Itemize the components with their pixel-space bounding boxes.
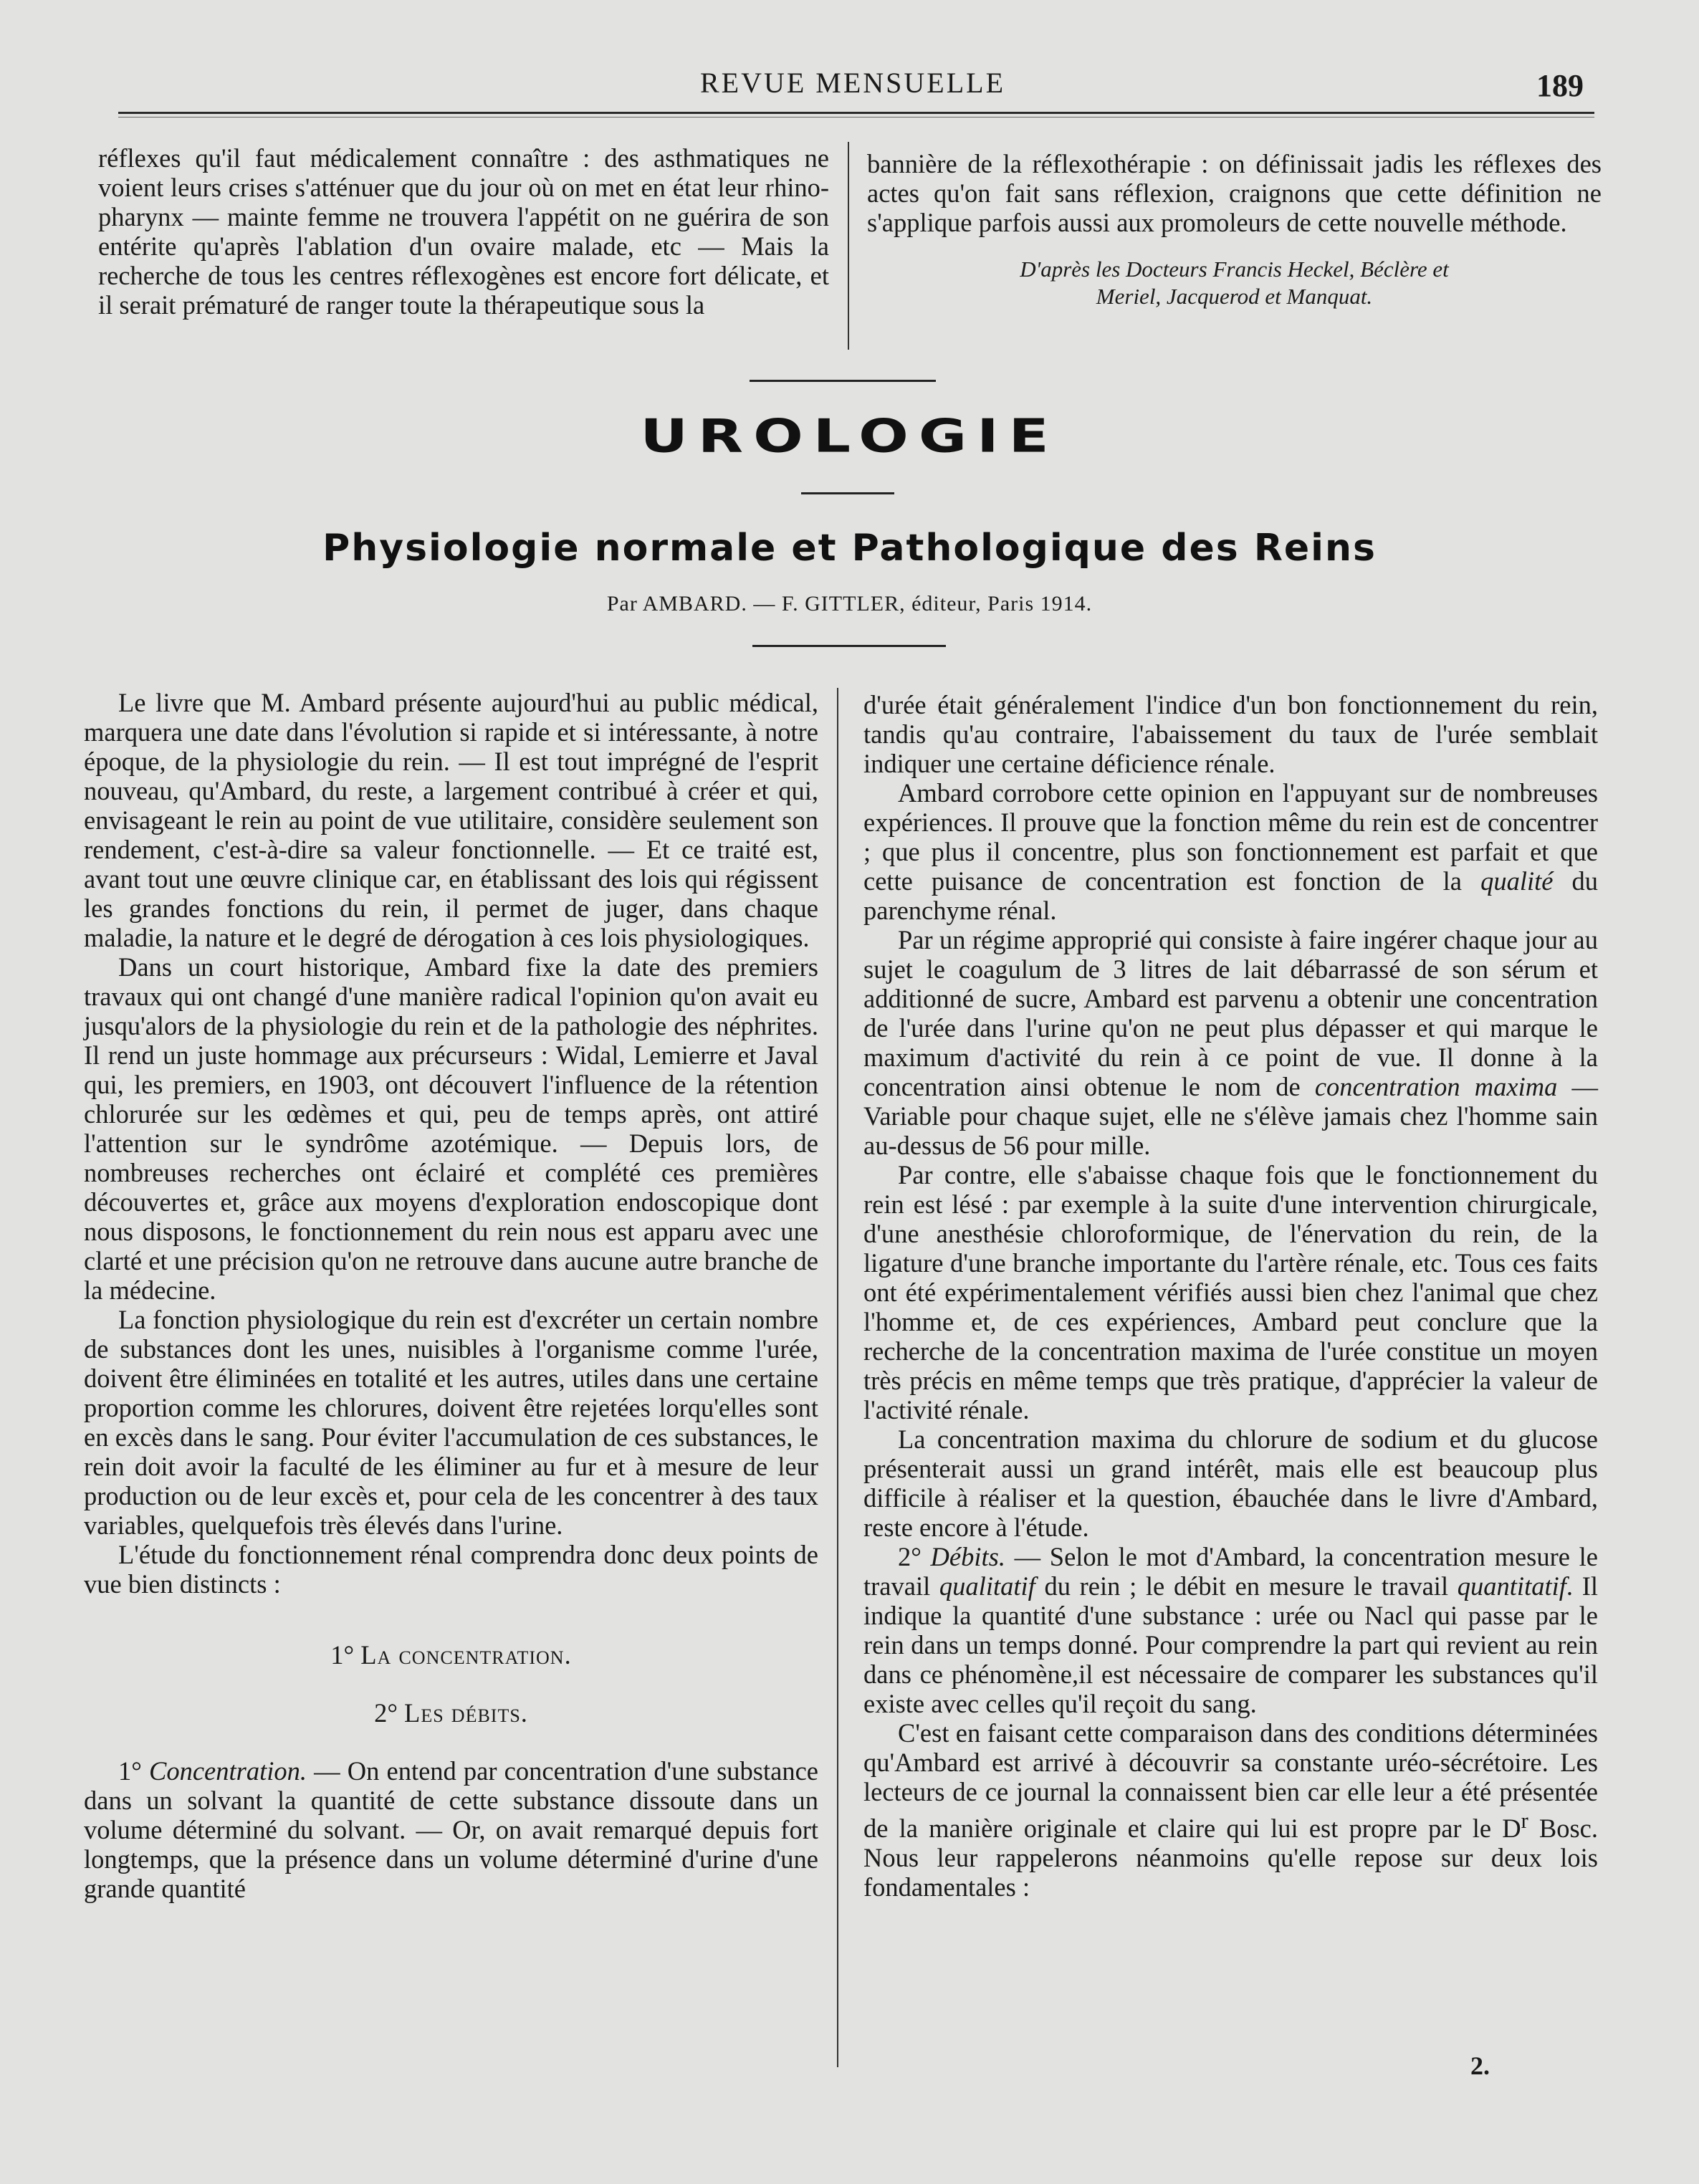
separator-rule-top: [750, 380, 936, 382]
paragraph-text: du parenchyme rénal.: [863, 866, 1599, 925]
main-right-column: [863, 690, 1598, 1902]
emphasis-quantitatif: quantitatif: [1457, 1571, 1566, 1601]
paragraph-concentration: [84, 1756, 818, 1903]
emphasis-concentration-maxima: concentration maxima: [1314, 1072, 1558, 1101]
paragraph-debits: [863, 1542, 1598, 1718]
paragraph: d'urée était généralement l'indice d'un bon fonctionnement du rein, tandis qu'au contraire, l'abaissement du taux de l'urée semblait indiquer une certaine déficience rénale.: [863, 690, 1598, 778]
top-right-column: [867, 149, 1602, 310]
attribution: [867, 256, 1602, 310]
paragraph-text: Ambard corrobore cette opinion en l'appuyant sur de nombreuses expériences. Il prouve que la fonction même du rein est de concentrer ; que plus il concentre, plus son fonctionnement est parfait et que cette puisance de concentration est fonction de la: [863, 778, 1598, 896]
byline: Par AMBARD. — F. GITTLER, éditeur, Paris 1914.: [606, 592, 1093, 616]
attribution-line-2: Meriel, Jacquerod et Manquat.: [1096, 284, 1373, 309]
emphasis-qualitatif: qualitatif: [939, 1571, 1035, 1601]
main-column-divider: [837, 688, 838, 2067]
paragraph: L'étude du fonctionnement rénal comprendra donc deux points de vue bien distincts :: [84, 1540, 818, 1599]
list-item-concentration: [84, 1640, 818, 1670]
section-title: UROLOGIE: [640, 410, 1059, 464]
separator-rule-byline: [752, 645, 946, 647]
paragraph-text: — Variable pour chaque sujet, elle ne s'élève jamais chez l'homme sain au-dessus de 56 pour mille.: [863, 1072, 1599, 1160]
paragraph-text: du rein ; le débit en mesure le travail: [1035, 1571, 1458, 1601]
subheading-number: 2°: [898, 1542, 922, 1571]
paragraph-text: . Il indique la quantité d'une substance : urée ou Nacl qui passe par le rein dans un temps donné. Pour comprendre la part qui revient au rein dans ce phénomène,il est nécessaire de comparer les substances qu'il existe avec celles qu'il reçoit du sang.: [863, 1571, 1598, 1718]
paragraph: Le livre que M. Ambard présente aujourd'hui au public médical, marquera une date dans l'évolution si rapide et si intéressante, à notre époque, de la physiologie du rein. — Il est tout imprégné de l'esprit nouveau, qu'Ambard, du reste, a largement contribué à créer et qui, envisageant le rein au point de vue utilitaire, considère seulement son rendement, c'est-à-dire sa valeur fonctionnelle. — Et ce traité est, avant tout une œuvre clinique car, en établissant des lois qui régissent les grandes fonctions du rein, il permet de juger, dans chaque maladie, la nature et le degré de dérogation à ces lois physiologiques.: [84, 688, 818, 952]
main-left-column: [84, 688, 818, 1903]
list-item-number: 1°: [330, 1640, 355, 1670]
paragraph-text: C'est en faisant cette comparaison dans des conditions déterminées qu'Ambard est arrivé à découvrir sa constante uréo-sécrétoire. Les lecteurs de ce journal la connaissent bien car elle leur a été présentée de la manière originale et claire qui lui est propre par le D: [863, 1718, 1598, 1844]
paragraph: La concentration maxima du chlorure de sodium et du glucose présenterait aussi un grand intérêt, mais elle est beaucoup plus difficile à réaliser et la question, ébauchée dans le livre d'Ambard, reste encore à l'étude.: [863, 1424, 1598, 1542]
paragraph: [863, 778, 1598, 925]
superscript: r: [1521, 1809, 1528, 1833]
header-rule-thin: [118, 117, 1594, 118]
page-number: 189: [1536, 68, 1584, 103]
paragraph-text: Par un régime approprié qui consiste à faire ingérer chaque jour au sujet le coagulum de 3 litres de lait débarrassé de son sérum et additionné de sucre, Ambard est parvenu a obtenir une concentration de l'urée dans l'urine qu'on ne peut plus dépasser et qui marque le maximum d'activité du rein à ce point de vue. Il donne à la concentration ainsi obtenue le nom de: [863, 925, 1598, 1101]
paragraph-text: Bosc. Nous leur rappelerons néanmoins qu'elle repose sur deux lois fondamentales :: [863, 1814, 1598, 1902]
paragraph: [863, 1718, 1598, 1902]
list-item-debits: [84, 1698, 818, 1728]
subheading-concentration: Concentration.: [149, 1756, 307, 1786]
subheading-debits: Débits.: [930, 1542, 1005, 1571]
running-title: REVUE MENSUELLE: [699, 67, 1006, 99]
paragraph-text: — Selon le mot d'Ambard, la concentration mesure le travail: [863, 1542, 1598, 1601]
paragraph: Par contre, elle s'abaisse chaque fois que le fonctionnement du rein est lésé : par exemple à la suite d'une intervention chirurgicale, d'une anesthésie chloroformique, de l'énervation du rein, de la ligature d'une branche importante du l'artère rénale, etc. Tous ces faits ont été expérimentalement vérifiés aussi bien chez l'animal que chez l'homme et, de ces expériences, Ambard peut conclure que la recherche de la concentration maxima de l'urée constitue un moyen très précis en même temps que très pratique, d'apprécier la valeur de l'activité rénale.: [863, 1160, 1598, 1424]
paragraph-text: — On entend par concentration d'une substance dans un solvant la quantité de cette substance dissoute dans un volume déterminé du solvant. — Or, on avait remarqué depuis fort longtemps, que la présence dans un volume déterminé d'urine d'une grande quantité: [84, 1756, 818, 1903]
separator-rule-section: [801, 492, 894, 494]
list-item-label: La concentration.: [360, 1640, 572, 1670]
running-head: [122, 66, 1584, 109]
top-left-column: [98, 143, 829, 320]
list-item-label: Les débits.: [404, 1698, 528, 1728]
article-title: Physiologie normale et Pathologique des Reins: [322, 527, 1377, 570]
attribution-line-1: D'après les Docteurs Francis Heckel, Béclère et: [1020, 257, 1449, 282]
paragraph: La fonction physiologique du rein est d'excréter un certain nombre de substances dont les unes, nuisibles à l'organisme comme l'urée, doivent être éliminées en totalité et les autres, utiles dans une certaine proportion comme les chlorures, doivent être rejetées lorqu'elles sont en excès dans le sang. Pour éviter l'accumulation de ces substances, le rein doit avoir la faculté de les éliminer au fur et à mesure de leur production ou de leur excès et, pour cela de les concentrer à des taux variables, quelquefois très élevés dans l'urine.: [84, 1305, 818, 1540]
emphasis-qualite: qualité: [1480, 866, 1554, 896]
signature-number: 2.: [1470, 2051, 1490, 2080]
list-item-number: 2°: [374, 1698, 398, 1728]
paragraph: Dans un court historique, Ambard fixe la date des premiers travaux qui ont changé d'une manière radical l'opinion qu'on avait eu jusqu'alors de la physiologie du rein et de la pathologie des néphrites. Il rend un juste hommage aux précurseurs : Widal, Lemierre et Javal qui, les premiers, en 1903, ont découvert l'influence de la rétention chlorurée sur les œdèmes et qui, peu de temps après, ont attiré l'attention sur le syndrôme azotémique. — Depuis lors, de nombreuses recherches ont éclairé et complété ces premières découvertes et, grâce aux moyens d'exploration endoscopique dont nous disposons, le fonctionnement du rein nous est apparu avec une clarté et une précision qu'on ne retrouve dans aucune autre branche de la médecine.: [84, 952, 818, 1305]
paragraph: [863, 925, 1598, 1160]
top-left-text: réflexes qu'il faut médicalement connaître : des asthmatiques ne voient leurs crises s'atténuer que du jour où on met en état leur rhino-pharynx — mainte femme ne trouvera l'appétit on ne guérira de son entérite qu'après l'ablation d'un ovaire malade, etc — Mais la recherche de tous les centres réflexogènes est encore fort délicate, et il serait prématuré de ranger toute la thérapeutique sous la: [98, 143, 829, 320]
top-column-divider: [848, 142, 849, 350]
top-right-text: bannière de la réflexothérapie : on définissait jadis les réflexes des actes qu'on fait sans réflexion, craignons que cette définition ne s'applique parfois aussi aux promoleurs de cette nouvelle méthode.: [867, 149, 1602, 237]
header-rule: [118, 112, 1594, 114]
subheading-number: 1°: [118, 1756, 142, 1786]
